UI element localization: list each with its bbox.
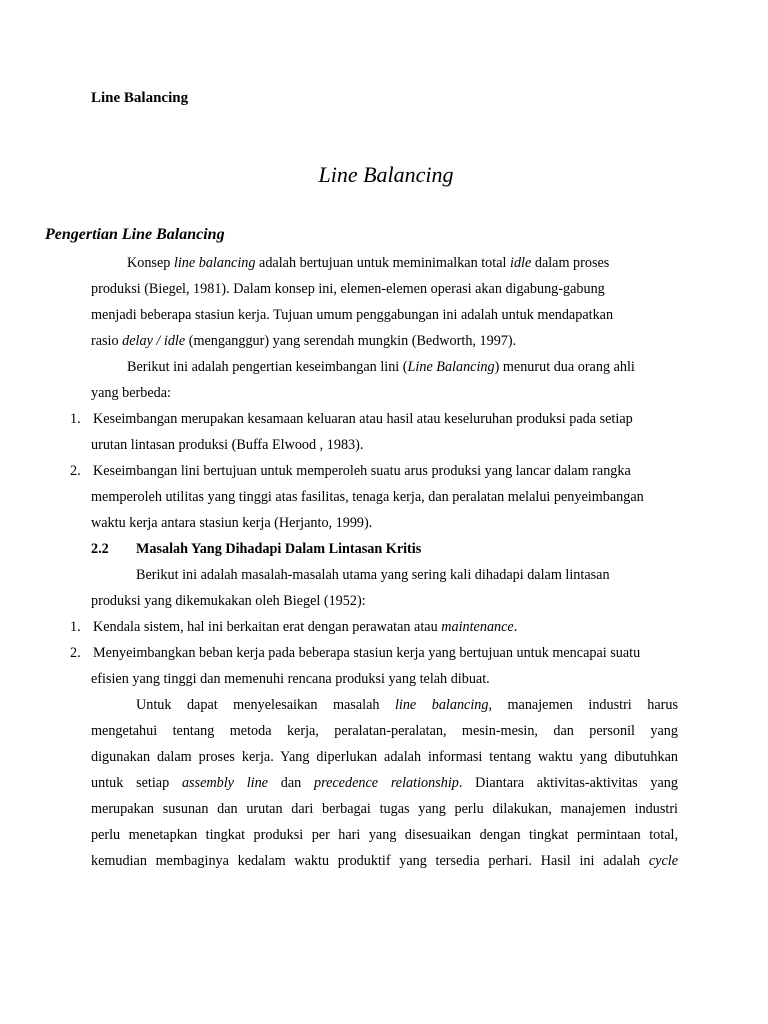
paragraph-4-line-1: Untuk dapat menyelesaikan masalah line balancing, manajemen industri harus [136,697,678,713]
subsection-title: Masalah Yang Dihadapi Dalam Lintasan Kritis [136,541,422,557]
paragraph-4-line-7: kemudian membaginya kedalam waktu produktif yang tersedia perhari. Hasil ini adalah cycle [91,853,678,869]
list-1-item-2-number: 2. [70,463,81,479]
list-1-item-1-number: 1. [70,411,81,427]
page-title: Line Balancing [318,162,454,187]
list-2-item-2-line-1: Menyeimbangkan beban kerja pada beberapa stasiun kerja yang bertujuan untuk mencapai suatu [93,645,641,661]
list-2-item-2-number: 2. [70,645,81,661]
paragraph-4-line-3: digunakan dalam proses kerja. Yang diperlukan adalah informasi tentang waktu yang dibutuhkan [91,749,678,765]
paragraph-1-line-3: menjadi beberapa stasiun kerja. Tujuan umum penggabungan ini adalah untuk mendapatkan [91,307,614,323]
paragraph-1-line-1: Konsep line balancing adalah bertujuan untuk meminimalkan total idle dalam proses [127,255,610,271]
paragraph-2-line-1: Berikut ini adalah pengertian keseimbangan lini (Line Balancing) menurut dua orang ahli [127,359,635,375]
paragraph-4-line-5: merupakan susunan dan urutan dari berbagai tugas yang perlu dilakukan, manajemen industri [91,801,678,817]
list-1-item-2-line-2: memperoleh utilitas yang tinggi atas fasilitas, tenaga kerja, dan peralatan melalui penyeimbangan [91,489,644,505]
paragraph-1-line-2: produksi (Biegel, 1981). Dalam konsep ini, elemen-elemen operasi akan digabung-gabung [91,281,605,297]
subsection-heading [91,540,421,558]
list-1-item-1-line-2: urutan lintasan produksi (Buffa Elwood , 1983). [91,437,364,453]
list-1-item-2-line-3: waktu kerja antara stasiun kerja (Herjanto, 1999). [91,515,373,531]
list-2-item-2-line-2: efisien yang tinggi dan memenuhi rencana produksi yang telah dibuat. [91,671,490,687]
running-title: Line Balancing [91,90,189,106]
paragraph-4-line-2: mengetahui tentang metoda kerja, peralatan-peralatan, mesin-mesin, dan personil yang [91,723,678,739]
paragraph-4-line-4: untuk setiap assembly line dan precedence relationship. Diantara aktivitas-aktivitas yang [91,775,678,791]
list-2-item-1-number: 1. [70,619,81,635]
subsection-number: 2.2 [91,541,109,557]
list-1-item-1-line-1: Keseimbangan merupakan kesamaan keluaran atau hasil atau keseluruhan produksi pada setiap [93,411,633,427]
paragraph-4-line-6: perlu menetapkan tingkat produksi per hari yang disesuaikan dengan tingkat permintaan total, [91,827,678,843]
paragraph-2-line-2: yang berbeda: [91,385,171,401]
paragraph-1-line-4: rasio delay / idle (menganggur) yang serendah mungkin (Bedworth, 1997). [91,333,517,349]
list-2-item-1-line-1: Kendala sistem, hal ini berkaitan erat dengan perawatan atau maintenance. [93,619,518,635]
paragraph-3-line-2: produksi yang dikemukakan oleh Biegel (1952): [91,593,366,609]
section-heading: Pengertian Line Balancing [45,226,225,243]
paragraph-3-line-1: Berikut ini adalah masalah-masalah utama yang sering kali dihadapi dalam lintasan [136,567,610,583]
list-1-item-2-line-1: Keseimbangan lini bertujuan untuk memperoleh suatu arus produksi yang lancar dalam rangka [93,463,631,479]
